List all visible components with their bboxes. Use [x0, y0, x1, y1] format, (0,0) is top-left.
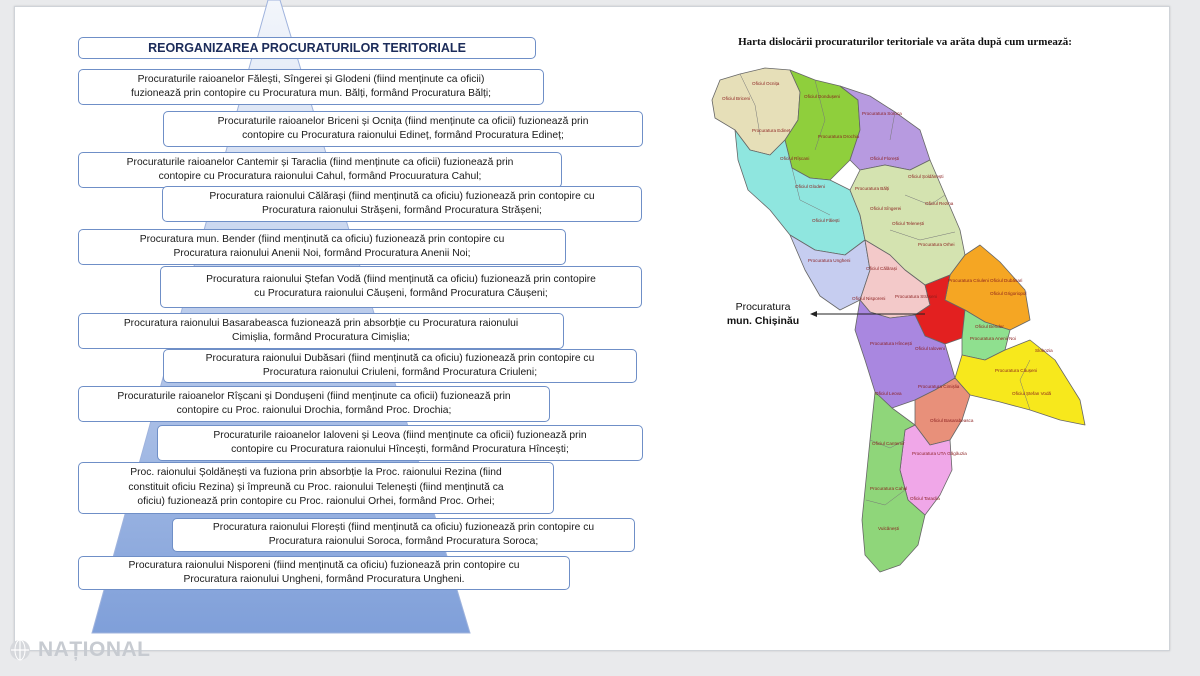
map-label: Procuratura Strășeni: [895, 294, 938, 299]
globe-icon: [8, 638, 32, 662]
map-label: Procuratura Hîncești: [870, 341, 912, 346]
map-label: Oficiul Ștefan Vodă: [1012, 391, 1052, 396]
map-label: Oficiul Bender: [975, 324, 1004, 329]
map-label: Oficiul Grigoriopol: [990, 291, 1027, 296]
map-label: Procuratura Ungheni: [808, 258, 851, 263]
merger-item-ungheni: Procuratura raionului Nisporeni (fiind menținută ca oficiu) fuzionează prin contopire cu Procuratura raionului Ungheni, formând Procuratura Ungheni.: [78, 556, 570, 590]
map-label: Oficiul Cantemir: [872, 441, 905, 446]
merger-item-soroca: Procuratura raionului Florești (fiind menținută ca oficiu) fuzionează prin contopire cu Procuratura raionului Soroca, formând Procuratura Soroca;: [172, 518, 635, 552]
map-label: Slobozia: [1035, 348, 1053, 353]
chisinau-pointer-label: Procuratura mun. Chișinău: [726, 301, 800, 327]
map-label: Oficiul Dubăsari: [990, 278, 1023, 283]
map-label: Procuratura UTA Găgăuzia: [912, 451, 967, 456]
map-label: Procuratura Cimișlia: [918, 384, 960, 389]
merger-item-anenii-noi: Procuratura mun. Bender (fiind menținută ca oficiu) fuzionează prin contopire cu Procuratura raionului Anenii Noi, formând Procuratura Anenii Noi;: [78, 229, 566, 265]
map-label: Oficiul Rîșcani: [780, 156, 810, 161]
map-label: Vulcănești: [878, 526, 900, 531]
map-label: Procuratura Soroca: [862, 111, 902, 116]
map-label: Oficiul Sîngerei: [870, 206, 902, 211]
map-label: Oficiul Călărași: [866, 266, 897, 271]
merger-item-cimislia: Procuratura raionului Basarabeasca fuzionează prin absorbție cu Procuratura raionului Cimișlia, formând Procuratura Cimișlia;: [78, 313, 564, 349]
merger-item-causeni: Procuratura raionului Ștefan Vodă (fiind menținută ca oficiu) fuzionează prin contopire cu Procuratura raionului Căușeni, formând Procuratura Căușeni;: [160, 266, 642, 308]
map-label: Procuratura Anenii Noi: [970, 336, 1016, 341]
map-label: Oficiul Glodeni: [795, 184, 825, 189]
map-label: Oficiul Ocnița: [752, 81, 780, 86]
map-label: Procuratura Edineț: [752, 128, 791, 133]
map-label: Oficiul Telenești: [892, 221, 925, 226]
logo-text: NAȚIONAL: [38, 638, 151, 661]
map-label: Oficiul Taraclia: [910, 496, 940, 501]
merger-item-edinet: Procuraturile raioanelor Briceni și Ocnița (fiind menținute ca oficii) fuzionează prin contopire cu Procuratura raionului Edineț, formând Procuratura Edineț;: [163, 111, 643, 147]
map-label: Oficiul Briceni: [722, 96, 751, 101]
map-label: Oficiul Basarabeasca: [930, 418, 974, 423]
pointer-arrow-icon: [810, 311, 817, 317]
merger-item-straseni: Procuratura raionului Călărași (fiind menținută ca oficiu) fuzionează prin contopire cu Procuratura raionului Strășeni, formând Procuratura Strășeni;: [162, 186, 642, 222]
merger-item-drochia: Procuraturile raioanelor Rîșcani și Dondușeni (fiind menținute ca oficii) fuzionează prin contopire cu Proc. raionului Drochia, formând Proc. Drochia;: [78, 386, 550, 422]
map-label: Procuratura Criuleni: [948, 278, 989, 283]
national-logo: [8, 638, 151, 662]
merger-item-cahul: Procuraturile raioanelor Cantemir și Taraclia (fiind menținute ca oficii) fuzionează prin contopire cu Procuratura raionului Cahul, formând Procuuratura Cahul;: [78, 152, 562, 188]
map-label: Oficiul Șoldănești: [908, 174, 944, 179]
map-label: Procuratura Căușeni: [995, 368, 1038, 373]
merger-item-criuleni: Procuratura raionului Dubăsari (fiind menținută ca oficiu) fuzionează prin contopire cu Procuratura raionului Criuleni, formând Procuratura Criuleni;: [163, 349, 637, 383]
merger-item-hincesti: Procuraturile raioanelor Ialoveni și Leova (fiind menținute ca oficii) fuzionează prin contopire cu Procuratura raionului Hîncești, formând Procuratura Hîncești;: [157, 425, 643, 461]
merger-item-orhei: Proc. raionului Șoldănești va fuziona prin absorbție la Proc. raionului Rezina (fiind constituit oficiu Rezina) și împreună cu Proc. raionului Telenești (fiind menținută ca oficiu) fuzionează prin contopire cu Proc. raionului Orhei, formând Proc. Orhei;: [78, 462, 554, 514]
map-title: Harta dislocării procuraturilor teritoriale va arăta după cum urmează:: [738, 36, 1072, 48]
map-label: Oficiul Fălești: [812, 218, 840, 223]
map-label: Oficiul Florești: [870, 156, 900, 161]
map-label: Procuratura Bălți: [855, 186, 890, 191]
map-label: Oficiul Nisporeni: [852, 296, 886, 301]
map-label: Oficiul Ialoveni: [915, 346, 945, 351]
map-label: Procuratura Cahul: [870, 486, 908, 491]
map-label: Oficiul Leova: [875, 391, 902, 396]
section-title: REORGANIZAREA PROCURATURILOR TERITORIALE: [78, 37, 536, 59]
map-label: Oficiul Dondușeni: [804, 94, 841, 99]
map-label: Oficiul Rezina: [925, 201, 954, 206]
merger-item-balti: Procuraturile raioanelor Fălești, Sîngerei și Glodeni (fiind menținute ca oficii) fuzionează prin contopire cu Procuratura mun. Bălți, formând Procuratura Bălți;: [78, 69, 544, 105]
map-label: Procuratura Orhei: [918, 242, 955, 247]
map-label: Procuratura Drochia: [818, 134, 860, 139]
